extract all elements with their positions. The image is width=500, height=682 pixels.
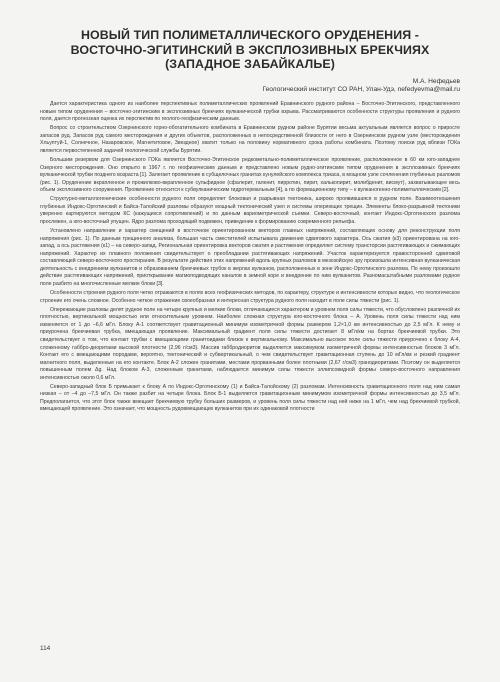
paragraph: Вопрос со строительством Озернинского горно-обогатительного комбината в Еравнинском рудном районе Бурятии весьма актуальным является вопрос о приросте запасов руд. Запасов руд самого месторождения и других объектов, расположенных в непосредственной близости от него в Озернинском рудном узле (месторождения Хльуптуй-1, Солнечное, Назаровское, Магнетитовое, Звездное) хватит только на половину нормативного срока работы комбината. Поэтому поиски руд вблизи ГОКа является первостепенной задачей геологической службы Бурятии. xyxy=(40,125,460,154)
paragraph: Большим резервом для Озернинского ГОКа является Восточно-Эгитинское редкометально-полиметаллическое проявление, расположенное в 60 км юго-западнее Озерного месторождения. Оно открыто в 1967 г. по геофизическим данным и представлено новым рудно-эгитинским типом оруденения в эксплозивных брекчиях вулканической трубки позднего возраста [1]. Залегает проявление в субщелочных гранитах кунулейского комплекса триаса, в мощном узле сочленения глубинных разломов (рис. 1). Оруденение вкрапленное и прожилково-вкрапленное сульфидное (сфалерит, галенит, пирротин, пирит, халькопирит, молибденит, висмут), захватывающее весь объем эксплозивного сооружения. Проявление относится к субвулканическим гидротермальным [4], а по формационному типу – к вулканогенно-полиметаллическим [2]. xyxy=(40,157,460,194)
paragraph: Опережающие разломы делят рудное поле на четыре крупных и мелкие блоки, отличающиеся характером и уровнем поля силы тяжести, что обусловлено различной их плотностью, вертикальной мощностью или относительным уровнем. Наиболее сложная структура юго-восточного блока – А. Уровень поля силы тяжести над ним изменяется от 1 до –6,6 мГл. Блоку А-1 соответствует гравитационный минимум изометричной формы размером 1,2×1,0 км интенсивностью до 2,5 мГл. К нему и приурочена брекчиевая трубка, вмещающая проявление. Максимальный градиент поля силы тяжести достигает 8 мГл/км на бортах брекчиевой трубки. Это свидетельствует о том, что контакт трубки с вмещающими гранитоидами близок к вертикальному. Максимально высокое поле силы тяжести приурочено к блоку А-4, сложенному габбро-диоритами высокой плотности (2,96 г/см3). Массив габбродиоритов выделяется максимумом изометричной формы интенсивностью блоков 3 мГл. Контакт его с вмещающими породами, вероятно, тектонический и субвертикальный, о чем свидетельствует гравитационная ступень до 10 мГл/км и резкий градиент магнитного поля, выделенные на его контакте. Блок А-2 сложен гранитами, местами прорванными более плотными (2,67 г/см3) гранодиоритами. Поэтому он выделяется повышенным полем Δg. Над блоком А-3, сложенным гранитами, наблюдается минимум силы тяжести эллипсовидной формы северо-восточного направления интенсивностью около 0,6 мГл. xyxy=(40,306,460,381)
paragraph: Северо-западный блок Б примыкает к блоку А по Индокс-Орготинскому (1) и Байса-Талойскому (2) разломам. Интенсивность гравитационного поля над ним самая низкая – от –4 до –7,5 мГл. Он также разбит на четыре блока. Блок Б-1 выделяется гравитационным минимумом изометричной формы интенсивностью до 3,5 мГл. Предполагается, что этот блок также вмещает брекчиевую трубку больших размеров, и уровень поля силы тяжести над ней ниже на 1 мГл, чем над брекчиевой трубкой, вмещающей проявление. Это означает, что мощность рудовмещающих вулканитов при их одинаковой плотности xyxy=(40,383,460,413)
title-line-2: ВОСТОЧНО-ЭГИТИНСКИЙ В ЭКСПЛОЗИВНЫХ БРЕКЧИЯХ xyxy=(70,42,430,57)
paragraph: Установлено направление и характер смещений в восточном ориентированном векторов главных напряжений, составляющих основу для реконструкции поля напряжения (рис. 1). По данным трещинного анализа, большая часть сместителей испытывала движения сдвигового характера. Ось сжатия (к3) ориентирована на юго-запад, а ось растяжения (к1) – на северо-запад. Региональная ориентировка векторов сжатия и растяжения определяет систему трансторсии растягивающих и сжимающих напряжений. Характер их плавного положения свидетельствует о преобладании растягивающих напряжений. Участок характеризуется правосторонней сдвиговой составляющей северо-восточного простирания. В результате действия этих напряжений вдоль крупных разломов в мезозойскую эру произошла интенсивная вулканическая деятельность с внедрением вулканитов и образованием брекчиевых трубок в жерлах вулканов, расположенных в зоне Индокс-Орготинского разлома. По нему произошло действие растягивающих напряжений, приоткрывание магмоподводящих каналов в земной коре и внедрение по ним вулканитов. Разномасштабными разломами рудное поле разбито на многочисленные мелкие блоки [3]. xyxy=(40,228,460,287)
paragraph-abstract: Дается характеристика одного из наиболее перспективных полиметаллических проявлений Еравнинского рудного района – Восточно-Эгитинского, представленного новым типом оруденения – восточно-эгитинским в эксплозивных брекчиях вулканической трубки взрыва. Рассматриваются особенности структуры проявления и рудного поля, дается прогнозная оценка их перспектив по геолого-геофизическим данным. xyxy=(40,101,460,123)
page-number: 114 xyxy=(40,645,51,652)
author-name: М.А. Нефедьев xyxy=(412,78,460,85)
author-block xyxy=(40,78,460,94)
article-body xyxy=(40,101,460,641)
page-title xyxy=(40,28,460,72)
title-line-3: (ЗАПАДНОЕ ЗАБАЙКАЛЬЕ) xyxy=(165,57,335,71)
title-line-1: НОВЫЙ ТИП ПОЛИМЕТАЛЛИЧЕСКОГО ОРУДЕНЕНИЯ - xyxy=(80,28,420,42)
paragraph: Структурно-металлогенические особенности рудного поля определяет блоковая и разрывная тектоника, широко проявившаяся в рудном поле. Взаимоотношения глубинных Индокс-Орготинский и Байса-Талойский разломы образуют мощный тектонический узел и системы оперяющих трещин. Элементы блоко-разрывной тектоники уверенно картируются методом КС (кажущихся сопротивлений) и по данным вариометрической съемки. Северо-восточный, контакт Индокс-Орготинского разлома прослежен, а юго-восточный упущен. Ядро разлома проходящий подвижен, приведение к формированию современного рельефа. xyxy=(40,196,460,225)
author-affiliation: Геологический институт СО РАН, Улан-Удэ, nefedyevma@mail.ru xyxy=(262,86,460,93)
paragraph: Особенности строения рудного поля четко отражаются в полях всех геофизических методов, по характеру, структуре и интенсивности которых видно, что геологическое строение его очень сложное. Особенно четкое отражение своеобразная и интересная структура рудного поля находит в поле силы тяжести (рис. 1). xyxy=(40,290,460,304)
